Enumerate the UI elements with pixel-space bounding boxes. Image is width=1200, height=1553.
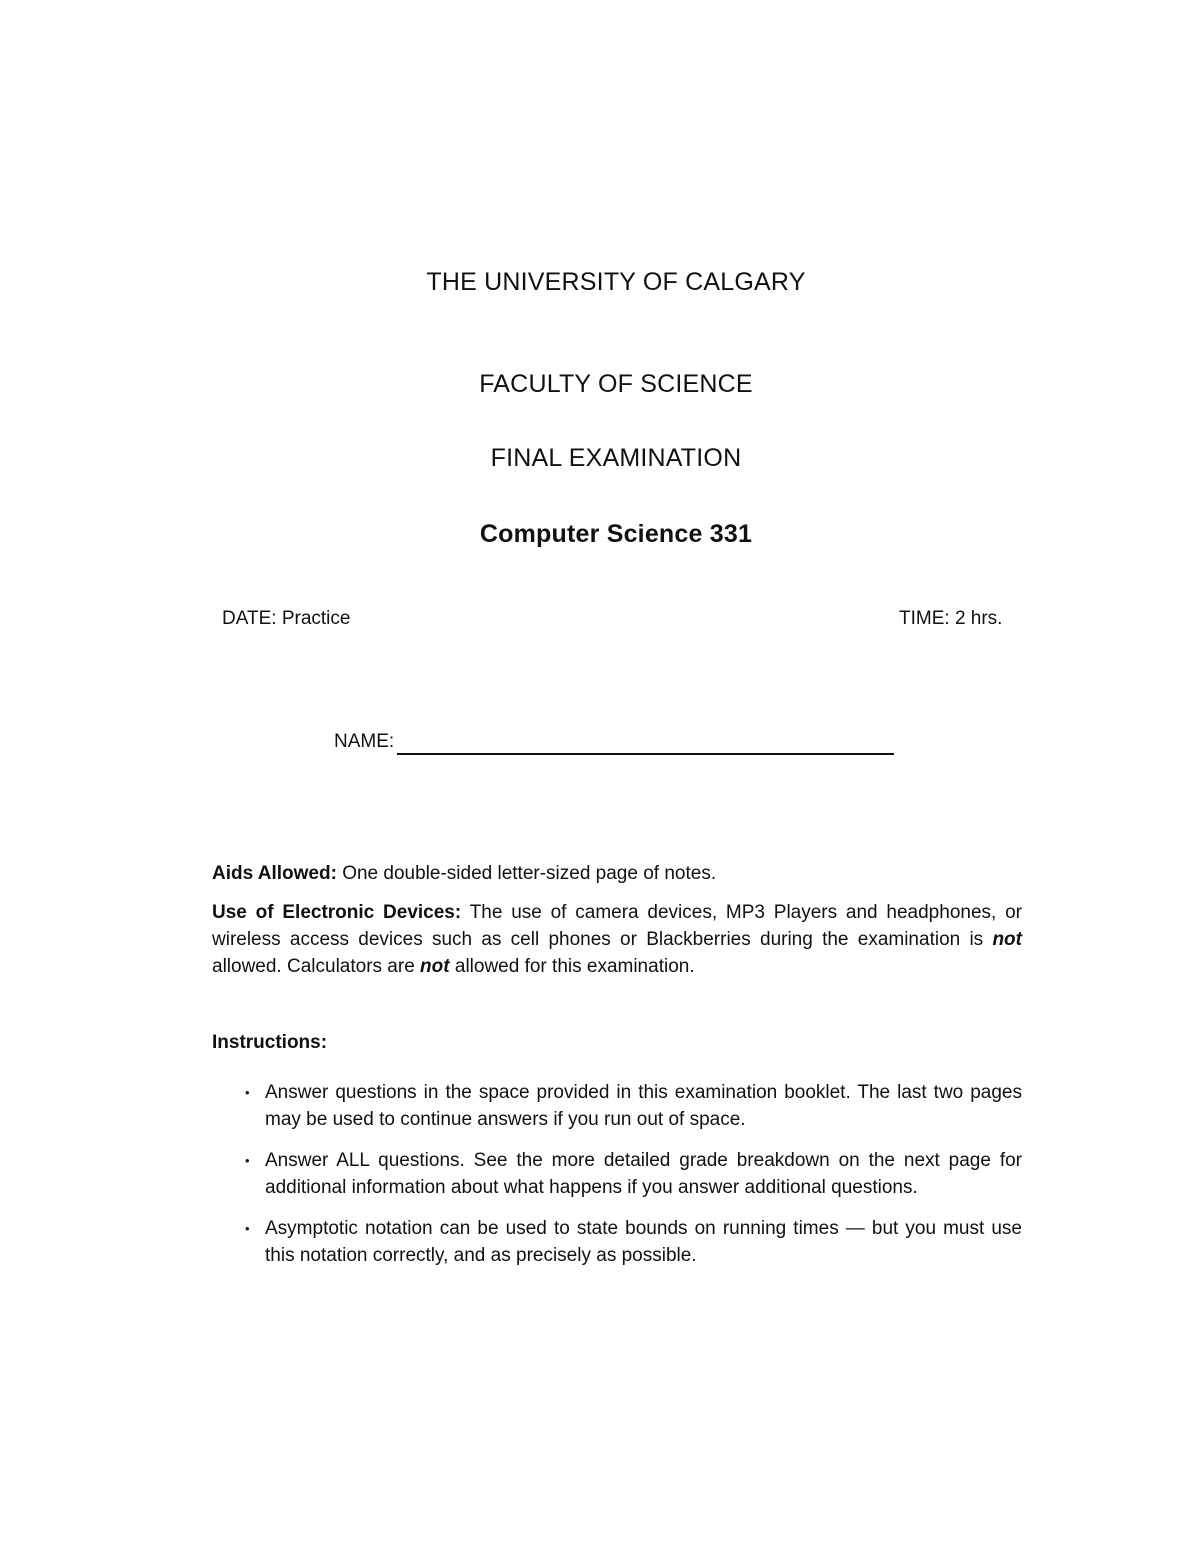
bullet-icon: • (245, 1153, 250, 1168)
instruction-item (212, 1079, 1022, 1133)
instruction-item (212, 1215, 1022, 1269)
electronic-devices-paragraph (212, 899, 1022, 980)
instructions-list (212, 1079, 1022, 1283)
aids-allowed-label: Aids Allowed: (212, 863, 337, 884)
instruction-text: Asymptotic notation can be used to state bounds on running times — but you must use this notation correctly, and as precisely as possible. (265, 1218, 1022, 1266)
aids-allowed-text: One double-sided letter-sized page of notes. (336, 863, 717, 884)
bullet-icon: • (245, 1221, 250, 1236)
electronic-devices-text-3: allowed for this examination. (449, 956, 695, 977)
instruction-text: Answer ALL questions. See the more detailed grade breakdown on the next page for additional information about what happens if you answer additional questions. (265, 1150, 1022, 1198)
exam-title: FINAL EXAMINATION (490, 444, 742, 472)
instructions-heading: Instructions: (212, 1032, 328, 1053)
name-label: NAME: (334, 731, 395, 752)
university-title: THE UNIVERSITY OF CALGARY (426, 268, 806, 296)
emphasis-not-2: not (420, 956, 450, 977)
name-blank-line[interactable] (397, 753, 894, 755)
instruction-text: Answer questions in the space provided in this examination booklet. The last two pages may be used to continue answers if you run out of space. (265, 1082, 1022, 1130)
instruction-item (212, 1147, 1022, 1201)
name-field[interactable] (334, 731, 894, 753)
bullet-icon: • (245, 1085, 250, 1100)
electronic-devices-text-2: allowed. Calculators are (212, 956, 421, 977)
emphasis-not-1: not (992, 929, 1022, 950)
course-title: Computer Science 331 (479, 520, 753, 548)
faculty-title: FACULTY OF SCIENCE (479, 370, 753, 398)
electronic-devices-text-1: The use of camera devices, MP3 Players and headphones, or wireless access devices such as cell phones or Blackberries during the examination is (212, 902, 1022, 950)
aids-allowed-paragraph (212, 860, 1022, 887)
exam-date: DATE: Practice (222, 608, 351, 629)
electronic-devices-label: Use of Electronic Devices: (212, 902, 462, 923)
exam-time: TIME: 2 hrs. (899, 608, 1003, 629)
